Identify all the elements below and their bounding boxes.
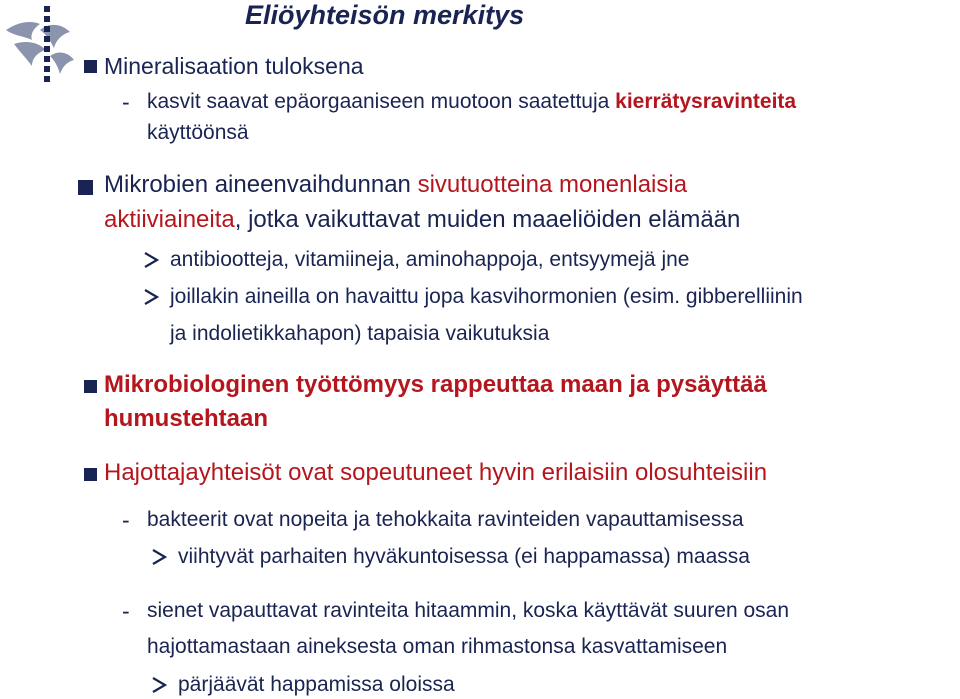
arrow-bullet-icon: [142, 250, 160, 270]
section1-sub-highlight: kierrätysravinteita: [615, 90, 797, 113]
section2-text2: , jotka vaikuttavat muiden maaeliöiden elämään: [234, 206, 741, 233]
section2-line1: [104, 171, 687, 199]
section2-highlight2: aktiiviaineita: [104, 206, 235, 233]
section4-dash2-line1: sienet vapauttavat ravinteita hitaammin, koska käyttävät suuren osan: [147, 599, 790, 622]
section2-highlight: sivutuotteina monenlaisia: [417, 171, 688, 198]
dash-marker: -: [122, 507, 130, 533]
section2-bullet1: antibiootteja, vitamiineja, aminohappoja, entsyymejä jne: [170, 248, 690, 271]
section3-line2: humustehtaan: [104, 405, 269, 432]
dash-marker: -: [122, 89, 130, 115]
section2-bullet2-line1: joillakin aineilla on havaittu jopa kasvihormonien (esim. gibberelliinin: [170, 285, 803, 308]
section4-dash2-bullet: pärjäävät happamissa oloissa: [178, 673, 455, 696]
section1-sub-line2: käyttöönsä: [147, 121, 249, 144]
bullet-square-icon: [84, 60, 97, 73]
arrow-bullet-icon: [150, 675, 168, 695]
page-title: Eliöyhteisön merkitys: [245, 0, 525, 30]
logo-icon: [0, 0, 100, 96]
section2-text: Mikrobien aineenvaihdunnan: [104, 171, 418, 198]
section4-dash1-bullet: viihtyvät parhaiten hyväkuntoisessa (ei happamassa) maassa: [178, 545, 750, 568]
section2-line2: [104, 206, 740, 234]
section1-heading: Mineralisaation tuloksena: [104, 53, 364, 79]
bullet-square-icon: [84, 380, 97, 393]
dash-marker: -: [122, 598, 130, 624]
arrow-bullet-icon: [150, 547, 168, 567]
bullet-square-icon: [78, 180, 93, 195]
section3-line1: Mikrobiologinen työttömyys rappeuttaa maan ja pysäyttää: [104, 371, 767, 398]
bullet-square-icon: [84, 468, 97, 481]
arrow-bullet-icon: [142, 287, 160, 307]
section1-sub-line1: [147, 88, 796, 116]
section4-dash2-line2: hajottamastaan aineksesta oman rihmastonsa kasvattamiseen: [147, 635, 728, 658]
section4-dash1: bakteerit ovat nopeita ja tehokkaita ravinteiden vapauttamisessa: [147, 508, 744, 531]
section2-bullet2-line2: ja indolietikkahapon) tapaisia vaikutuksia: [170, 322, 550, 345]
section4-heading: Hajottajayhteisöt ovat sopeutuneet hyvin erilaisiin olosuhteisiin: [104, 459, 768, 486]
section1-sub-text: kasvit saavat epäorgaaniseen muotoon saatettuja: [147, 90, 616, 113]
